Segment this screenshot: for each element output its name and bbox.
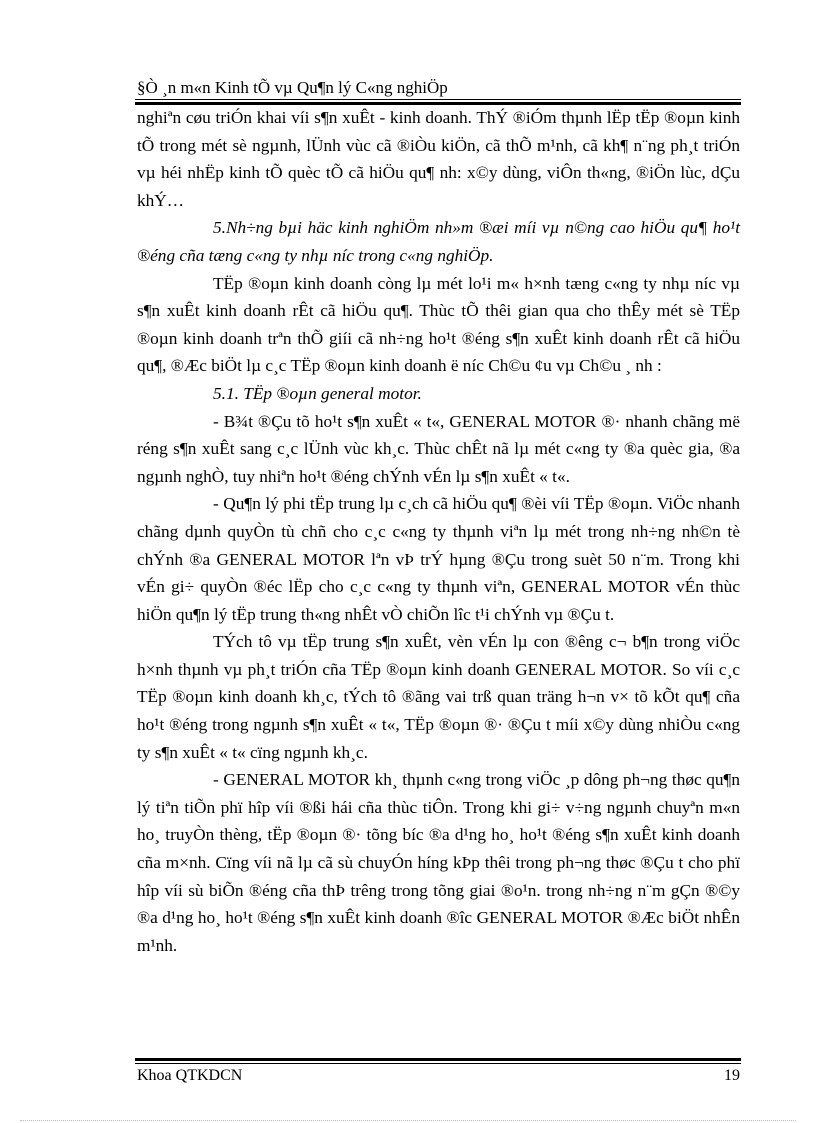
running-header: §Ò ¸n m«n Kinh tÕ vµ Qu¶n lý C«ng nghiÖp: [137, 78, 448, 97]
page-edge-divider: [20, 1120, 796, 1121]
paragraph-accumulation: TÝch tô vµ tËp trung s¶n xuÊt, vèn vÉn lµ con ®êng c¬ b¶n trong viÖc h×nh thµnh vµ ph¸t triÓn cña TËp ®oµn kinh doanh GENERAL MOTOR. So víi c¸c TËp ®oµn kinh doanh kh¸c, tÝch tô ®ãng vai trß quan träng h¬n v× tõ kÕt qu¶ cña ho¹t ®éng trong ngµnh s¶n xuÊt « t«, TËp ®oµn ®· ®Çu t míi x©y dùng nhiÒu c«ng ty s¶n xuÊt « t« cïng ngµnh kh¸c.: [137, 632, 740, 762]
footer-rule-thick: [135, 1058, 741, 1061]
section-heading-5: 5.Nh÷ng bµi häc kinh nghiÖm nh»m ®æi míi vµ n©ng cao hiÖu qu¶ ho¹t ®éng cña tæng c«ng ty nhµ níc trong c«ng nghiÖp.: [137, 218, 740, 265]
header-rule-thin: [135, 99, 741, 100]
page-number: 19: [724, 1067, 740, 1084]
footer-faculty: Khoa QTKDCN: [137, 1067, 243, 1084]
paragraph-intro: TËp ®oµn kinh doanh còng lµ mét lo¹i m« h×nh tæng c«ng ty nhµ níc vµ s¶n xuÊt kinh doanh rÊt cã hiÖu qu¶. Thùc tÕ thêi gian qua cho thÊy mét sè TËp ®oµn kinh doanh trªn thÕ giíi cã nh÷ng ho¹t ®éng s¶n xuÊt kinh doanh rÊt cã hiÖu qu¶, ®Æc biÖt lµ c¸c TËp ®oµn kinh doanh ë níc Ch©u ¢u vµ Ch©u ¸ nh :: [137, 273, 740, 376]
paragraph-methods: - GENERAL MOTOR kh¸ thµnh c«ng trong viÖc ¸p dông ph¬ng thøc qu¶n lý tiªn tiÕn phï hîp víi ®ßi hái cña thùc tiÔn. Trong khi gi÷ v÷ng ngµnh chuyªn m«n ho¸ truyÒn thèng, tËp ®oµn ®· tõng bíc ®a d¹ng ho¸ ho¹t ®éng s¶n xuÊt kinh doanh cña m×nh. Cïng víi nã lµ cã sù chuyÓn híng kÞp thêi trong ph¬ng thøc ®Çu t cho phï hîp víi sù biÕn ®éng cña thÞ trêng trong tõng giai ®o¹n. trong nh÷ng n¨m gÇn ®©y ®a d¹ng ho¸ ho¹t ®éng s¶n xuÊt kinh doanh ®îc GENERAL MOTOR ®Æc biÖt nhÊn m¹nh.: [137, 770, 740, 955]
paragraph-production: - B¾t ®Çu tõ ho¹t s¶n xuÊt « t«, GENERAL MOTOR ®· nhanh chãng më réng s¶n xuÊt sang c¸c lÜnh vùc kh¸c. Thùc chÊt nã lµ mét c«ng ty ®a quèc gia, ®a ngµnh nghÒ, tuy nhiªn ho¹t ®éng chÝnh vÉn lµ s¶n xuÊt « t«.: [137, 411, 740, 486]
footer-rule-thin: [135, 1063, 741, 1064]
section-heading-5-1: 5.1. TËp ®oµn general motor.: [213, 383, 422, 403]
paragraph-management: - Qu¶n lý phi tËp trung lµ c¸ch cã hiÖu qu¶ ®èi víi TËp ®oµn. ViÖc nhanh chãng dµnh quyÒn tù chñ cho c¸c c«ng ty thµnh viªn lµ mét trong nh÷ng nh©n tè chÝnh ®a GENERAL MOTOR lªn vÞ trÝ hµng ®Çu trong suèt 50 n¨m. Trong khi vÉn gi÷ quyÒn ®éc lËp cho c¸c c«ng ty thµnh viªn, GENERAL MOTOR vÉn thùc hiÖn qu¶n lý tËp trung th«ng nhÊt vÒ chiÕn lîc t¹i chÝnh vµ ®Çu t.: [137, 494, 740, 624]
paragraph-continuation: nghiªn cøu triÓn khai víi s¶n xuÊt - kinh doanh. ThÝ ®iÓm thµnh lËp tËp ®oµn kinh tÕ trong mét sè ngµnh, lÜnh vùc cã ®iÒu kiÖn, cã thÕ m¹nh, cã kh¶ n¨ng ph¸t triÓn vµ héi nhËp kinh tÕ quèc tÕ cã hiÖu qu¶ nh: x©y dùng, viÔn th«ng, ®iÖn lùc, dÇu khÝ…: [137, 108, 740, 210]
document-body: [137, 104, 740, 959]
